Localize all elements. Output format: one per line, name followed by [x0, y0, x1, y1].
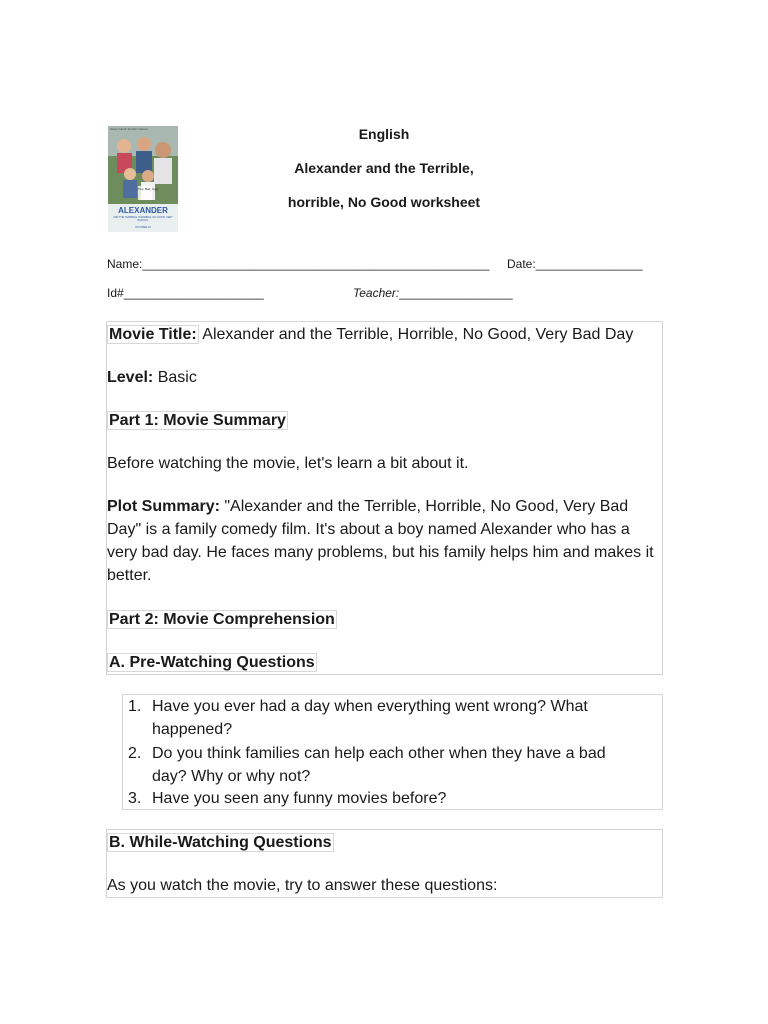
poster-date: OCTOBER 10 — [135, 226, 151, 229]
level-line — [107, 366, 197, 389]
name-label: Name: — [107, 257, 143, 271]
question-text: Have you seen any funny movies before? — [152, 790, 447, 807]
question-number: 3. — [128, 790, 142, 807]
question-number: 2. — [128, 745, 142, 762]
part1-heading: Part 1: Movie Summary — [109, 412, 286, 429]
level-value: Basic — [153, 369, 197, 386]
date-label: Date: — [507, 257, 536, 271]
plot-summary-text: "Alexander and the Terrible, Horrible, No Good, Very Bad Day" is a family comedy film. It's about a boy named Alexander who has a very bad day. He faces many problems, but his family helps him and makes it better. — [107, 498, 654, 584]
plot-summary-paragraph — [107, 495, 662, 587]
question-text: Have you ever had a day when everything went wrong? What happened? — [152, 698, 588, 738]
poster-top-names: Steve Carell Jennifer Garner — [110, 127, 149, 131]
question-number: 1. — [128, 698, 142, 715]
list-item — [128, 787, 638, 810]
teacher-input-line[interactable]: _________________ — [399, 286, 513, 300]
id-label: Id# — [107, 286, 124, 300]
id-field-row — [107, 286, 264, 300]
teacher-label: Teacher: — [353, 286, 400, 300]
movie-title-line — [107, 323, 633, 346]
list-item — [128, 695, 638, 741]
list-item — [128, 742, 638, 788]
movie-poster-image — [108, 126, 178, 232]
date-field-row — [507, 257, 642, 271]
while-watching-intro: As you watch the movie, try to answer these questions: — [107, 877, 498, 894]
plot-summary-label: Plot Summary: — [107, 498, 220, 515]
date-input-line[interactable]: ________________ — [535, 257, 643, 271]
poster-tagline: Tiny, Bad, Ugly — [138, 187, 159, 191]
level-label: Level: — [107, 369, 154, 386]
movie-title-value: Alexander and the Terrible, Horrible, No Good, Very Bad Day — [198, 326, 634, 343]
movie-title-label: Movie Title: — [109, 326, 197, 343]
name-input-line[interactable]: ____________________________________________________ — [142, 257, 490, 271]
pre-watching-heading: A. Pre-Watching Questions — [109, 654, 315, 671]
name-field-row — [107, 257, 489, 271]
poster-subtitle: AND THE TERRIBLE, HORRIBLE, NO GOOD, VERY BAD DAY — [113, 216, 173, 222]
while-watching-heading: B. While-Watching Questions — [109, 834, 332, 851]
teacher-field-row — [353, 286, 513, 300]
subject-heading: English — [358, 126, 410, 142]
part1-heading-line — [107, 409, 288, 432]
poster-title: ALEXANDER — [118, 206, 168, 215]
worksheet-title-line2: horrible, No Good worksheet — [287, 194, 481, 210]
while-watching-heading-line — [107, 831, 334, 854]
summary-intro: Before watching the movie, let's learn a bit about it. — [107, 455, 469, 472]
worksheet-title-line1: Alexander and the Terrible, — [294, 160, 474, 176]
id-input-line[interactable]: _____________________ — [123, 286, 264, 300]
question-text: Do you think families can help each other when they have a bad day? Why or why not? — [152, 745, 606, 785]
part2-heading-line — [107, 608, 337, 631]
pre-watching-heading-line — [107, 651, 317, 674]
part2-heading: Part 2: Movie Comprehension — [109, 611, 335, 628]
